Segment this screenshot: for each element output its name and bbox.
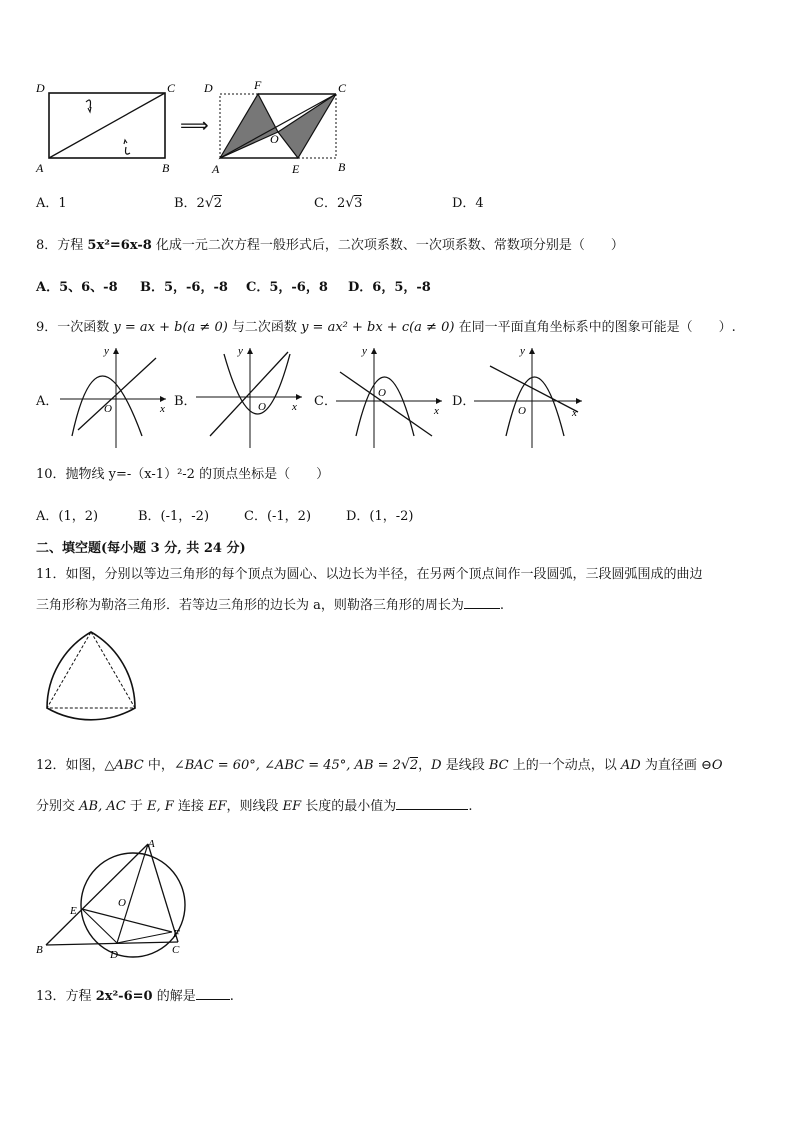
svg-text:x: x xyxy=(160,403,165,415)
q9-option-a[interactable]: A． xyxy=(36,394,59,409)
q10-option-a[interactable]: A．(1，2) xyxy=(36,509,99,524)
q13-stem: 13．方程 2x²-6=0 的解是 . xyxy=(36,989,234,1004)
svg-text:x: x xyxy=(572,407,577,419)
q13-answer-blank[interactable] xyxy=(196,987,230,1000)
q9-graph-b[interactable] xyxy=(196,344,306,448)
q7-figure-left xyxy=(34,78,184,178)
svg-text:x: x xyxy=(434,405,439,417)
q11-line1: 11．如图，分别以等边三角形的每个顶点为圆心、以边长为半径，在另两个顶点间作一段圆弧，三段圆弧围成的曲边 xyxy=(36,567,703,582)
q11-reuleaux-figure xyxy=(38,626,144,732)
q10-option-d[interactable]: D．(1，-2) xyxy=(346,509,414,524)
q8-option-b[interactable]: B．5，-6，-8 xyxy=(140,280,228,295)
fig-label-A: A xyxy=(36,161,44,175)
q12-answer-blank[interactable] xyxy=(396,797,468,810)
q7-option-b[interactable]: B．2√2 xyxy=(174,195,223,211)
svg-text:y: y xyxy=(238,345,243,357)
svg-text:y: y xyxy=(362,345,367,357)
q9-graph-d[interactable] xyxy=(474,344,584,448)
q9-graph-a[interactable] xyxy=(60,344,170,448)
fig-label-B: B xyxy=(338,160,346,174)
svg-text:O: O xyxy=(518,405,526,417)
fig-label-A: A xyxy=(148,838,155,850)
q12-circle-figure xyxy=(32,836,192,966)
q7-figure-right xyxy=(200,76,360,180)
fig-label-C: C xyxy=(172,944,180,956)
fig-label-F: F xyxy=(173,928,180,940)
q10-option-c[interactable]: C．(-1，2) xyxy=(244,509,312,524)
fig-label-D: D xyxy=(36,81,45,95)
q7-option-a[interactable]: A．1 xyxy=(36,196,67,211)
fig-label-O: O xyxy=(270,132,279,146)
fig-label-D: D xyxy=(110,949,118,961)
fig-label-B: B xyxy=(162,161,170,175)
q10-stem: 10．抛物线 y=-（x-1）²-2 的顶点坐标是（ ） xyxy=(36,467,330,482)
q12-line1: 12．如图，△ABC 中，∠BAC = 60°, ∠ABC = 45°, AB = 2√2，D 是线段 BC 上的一个动点，以 AD 为直径画 ⊖O xyxy=(36,757,723,773)
q11-line2: 三角形称为勒洛三角形．若等边三角形的边长为 a，则勒洛三角形的周长为 . xyxy=(36,598,505,613)
q7-option-d[interactable]: D．4 xyxy=(452,196,484,211)
q9-option-b[interactable]: B． xyxy=(174,394,197,409)
transform-arrow: ⟹ xyxy=(180,113,209,137)
fig-label-F: F xyxy=(254,78,262,92)
q8-option-d[interactable]: D．6，5，-8 xyxy=(348,280,431,295)
q8-option-c[interactable]: C．5，-6，8 xyxy=(246,280,328,295)
q9-option-d[interactable]: D． xyxy=(452,394,476,409)
fig-label-O: O xyxy=(118,897,126,909)
svg-text:O: O xyxy=(104,403,112,415)
q12-line2: 分别交 AB, AC 于 E, F 连接 EF，则线段 EF 长度的最小值为 . xyxy=(36,799,473,814)
fig-label-C: C xyxy=(167,81,176,95)
section-title: 二、填空题(每小题 3 分, 共 24 分) xyxy=(36,541,246,556)
svg-text:x: x xyxy=(292,401,297,413)
svg-text:y: y xyxy=(520,345,525,357)
q9-option-c[interactable]: C． xyxy=(314,394,337,409)
q11-answer-blank[interactable] xyxy=(464,596,500,609)
svg-text:O: O xyxy=(258,401,266,413)
q9-stem: 9．一次函数 y = ax + b(a ≠ 0) 与二次函数 y = ax² + bx + c(a ≠ 0) 在同一平面直角坐标系中的图象可能是（ ）. xyxy=(36,320,736,335)
svg-text:y: y xyxy=(104,345,109,357)
fig-label-E: E xyxy=(292,162,300,176)
fig-label-A: A xyxy=(212,162,220,176)
q7-option-c[interactable]: C．2√3 xyxy=(314,195,363,211)
svg-text:O: O xyxy=(378,387,386,399)
q8-option-a[interactable]: A．5、6、-8 xyxy=(36,280,118,295)
fig-label-E: E xyxy=(70,905,77,917)
fig-label-D: D xyxy=(204,81,213,95)
fig-label-B: B xyxy=(36,944,43,956)
fig-label-C: C xyxy=(338,81,347,95)
q10-option-b[interactable]: B．(-1，-2) xyxy=(138,509,210,524)
q9-graph-c[interactable] xyxy=(336,344,446,448)
q8-stem: 8．方程 5x²=6x-8 化成一元二次方程一般形式后，二次项系数、一次项系数、常数项分别是（ ） xyxy=(36,238,624,253)
